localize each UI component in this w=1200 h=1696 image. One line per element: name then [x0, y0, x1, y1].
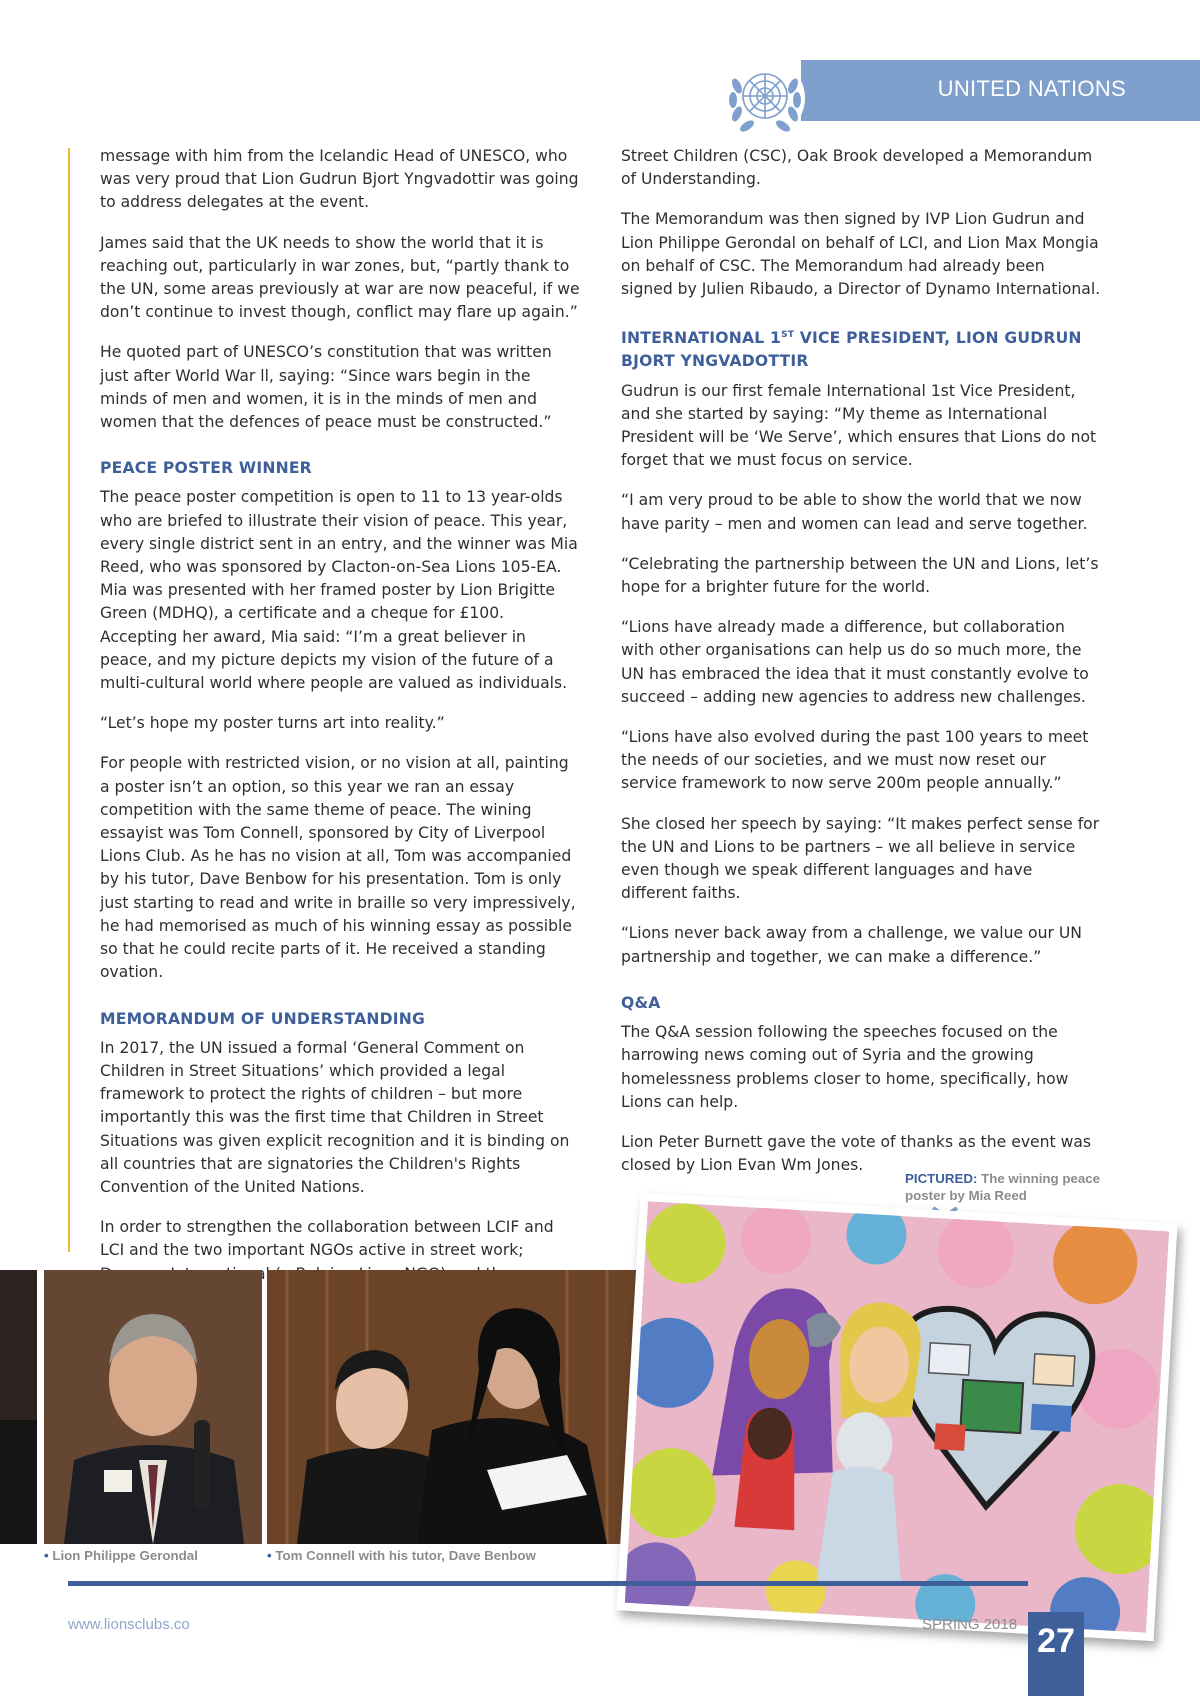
- un-emblem-icon: [723, 56, 807, 140]
- caption-text: Tom Connell with his tutor, Dave Benbow: [275, 1548, 536, 1563]
- section-title: UNITED NATIONS: [937, 76, 1126, 101]
- paragraph: Street Children (CSC), Oak Brook developed a Memorandum of Understanding.: [621, 147, 1093, 189]
- paragraph: “Let’s hope my poster turns art into reality.”: [100, 714, 445, 733]
- paragraph: The peace poster competition is open to 11 to 13 year-olds who are briefed to illustrate their vision of peace. This year, every single district sent in an entry, and the winner was Mia Reed, who was sponsored by Clacton-on-Sea Lions 105-EA. Mia was presented with her framed poster by Lion Brigitte Green (MDHQ), a certificate and a cheque for £100. Accepting her award, Mia said: “I’m a great believer in peace, and my picture depicts my vision of the future of a multi-cultural world where people are valued as individuals.: [100, 488, 578, 693]
- photo-partial: [0, 1270, 37, 1544]
- heading-qa: Q&A: [621, 993, 661, 1012]
- peace-poster-image: [616, 1193, 1177, 1641]
- caption-text: The winning peace poster by Mia Reed: [905, 1171, 1101, 1203]
- paragraph: “Lions never back away from a challenge, we value our UN partnership and together, we can make a difference.”: [621, 924, 1082, 966]
- footer-url[interactable]: www.lionsclubs.co: [68, 1616, 190, 1633]
- heading-superscript: ST: [781, 330, 795, 341]
- heading-vice-president: [621, 324, 1101, 373]
- paragraph: Gudrun is our first female International 1st Vice President, and she started by saying: “My theme as International President will be ‘We Serve’, which ensures that Lions do not forget that we must focus on service.: [621, 381, 1097, 470]
- footer-rule: [68, 1581, 1028, 1586]
- poster-caption: [905, 1170, 1105, 1204]
- bullet: •: [44, 1548, 49, 1563]
- article-right-column: [621, 145, 1101, 1194]
- paragraph: “Lions have also evolved during the past 100 years to meet the needs of our societies, and we must now reset our service framework to now serve 200m people annually.”: [621, 728, 1089, 793]
- gold-margin-rule: [68, 148, 70, 1252]
- photo-philippe-gerondal: [44, 1270, 262, 1544]
- paragraph: James said that the UK needs to show the world that it is reaching out, particularly in war zones, but, “partly thank to the UN, some areas previously at war are now peaceful, if we don’t continue to invest though, conflict may flare up again.”: [100, 233, 580, 322]
- paragraph: The Q&A session following the speeches focused on the harrowing news coming out of Syria and the growing homelessness problems closer to home, specifically, how Lions can help.: [621, 1023, 1069, 1111]
- bullet: •: [267, 1548, 272, 1563]
- caption-label: PICTURED:: [905, 1171, 978, 1186]
- paragraph: In 2017, the UN issued a formal ‘General Comment on Children in Street Situations’ which provided a legal framework to protect the rights of children – but more importantly this was the first time that Children in Street Situations was given explicit recognition and it is binding on all countries that are signatories the Children's Rights Convention of the United Nations.: [100, 1038, 570, 1196]
- paragraph: She closed her speech by saying: “It makes perfect sense for the UN and Lions to be partners – we all believe in service even though we speak different languages and have different faiths.: [621, 814, 1100, 903]
- paragraph: For people with restricted vision, or no vision at all, painting a poster isn’t an option, so this year we ran an essay competition with the same theme of peace. The wining essayist was Tom Connell, sponsored by City of Liverpool Lions Club. As he has no vision at all, Tom was accompanied by his tutor, Dave Benbow for his presentation. Tom is only just starting to read and write in braille so very impressively, he had memorised as much of his winning essay as possible so that he could recite parts of it. He received a standing ovation.: [100, 754, 576, 982]
- paragraph: “I am very proud to be able to show the world that we now have parity – men and women can lead and serve together.: [621, 491, 1088, 533]
- page-number: 27: [1037, 1622, 1075, 1660]
- heading-part: INTERNATIONAL 1: [621, 329, 782, 348]
- article-left-column: [100, 145, 580, 1326]
- photo-caption-gerondal: [44, 1548, 198, 1563]
- photo-caption-tom: [267, 1548, 536, 1563]
- paragraph: “Lions have already made a difference, but collaboration with other organisations can help us do so much more, the UN has embraced the idea that it must constantly evolve to succeed – adding new agencies to address new challenges.: [621, 618, 1089, 706]
- heading-peace-poster-winner: PEACE POSTER WINNER: [100, 459, 312, 478]
- heading-memorandum: MEMORANDUM OF UNDERSTANDING: [100, 1009, 426, 1028]
- paragraph: In order to strengthen the collaboration between LCIF and LCI and the two important NGOs active in street work;: [100, 1218, 554, 1260]
- paragraph: The Memorandum was then signed by IVP Lion Gudrun and Lion Philippe Gerondal on behalf of LCI, and Lion Max Mongia on behalf of CSC. The Memorandum had already been signed by Julien Ribaudo, a Director of Dynamo International.: [621, 210, 1101, 299]
- paragraph: “Celebrating the partnership between the UN and Lions, let’s hope for a brighter future for the world.: [621, 554, 1099, 597]
- caption-text: Lion Philippe Gerondal: [52, 1548, 198, 1563]
- photo-tom-connell-dave-benbow: [267, 1270, 637, 1544]
- footer-issue: SPRING 2018: [922, 1616, 1018, 1633]
- paragraph: He quoted part of UNESCO’s constitution that was written just after World War ll, saying: “Since wars begin in the minds of men and women, it is in the minds of men and women that the defences of peace must be constructed.”: [100, 343, 552, 432]
- paragraph: Lion Peter Burnett gave the vote of thanks as the event was closed by Lion Evan Wm Jones.: [621, 1132, 1092, 1175]
- heading-part: VICE PRESIDENT, LION GUDRUN BJORT YNGVADOTTIR: [621, 329, 1082, 371]
- paragraph: message with him from the Icelandic Head of UNESCO, who was very proud that Lion Gudrun Bjort Yngvadottir was going to address delegates at the event.: [100, 147, 579, 212]
